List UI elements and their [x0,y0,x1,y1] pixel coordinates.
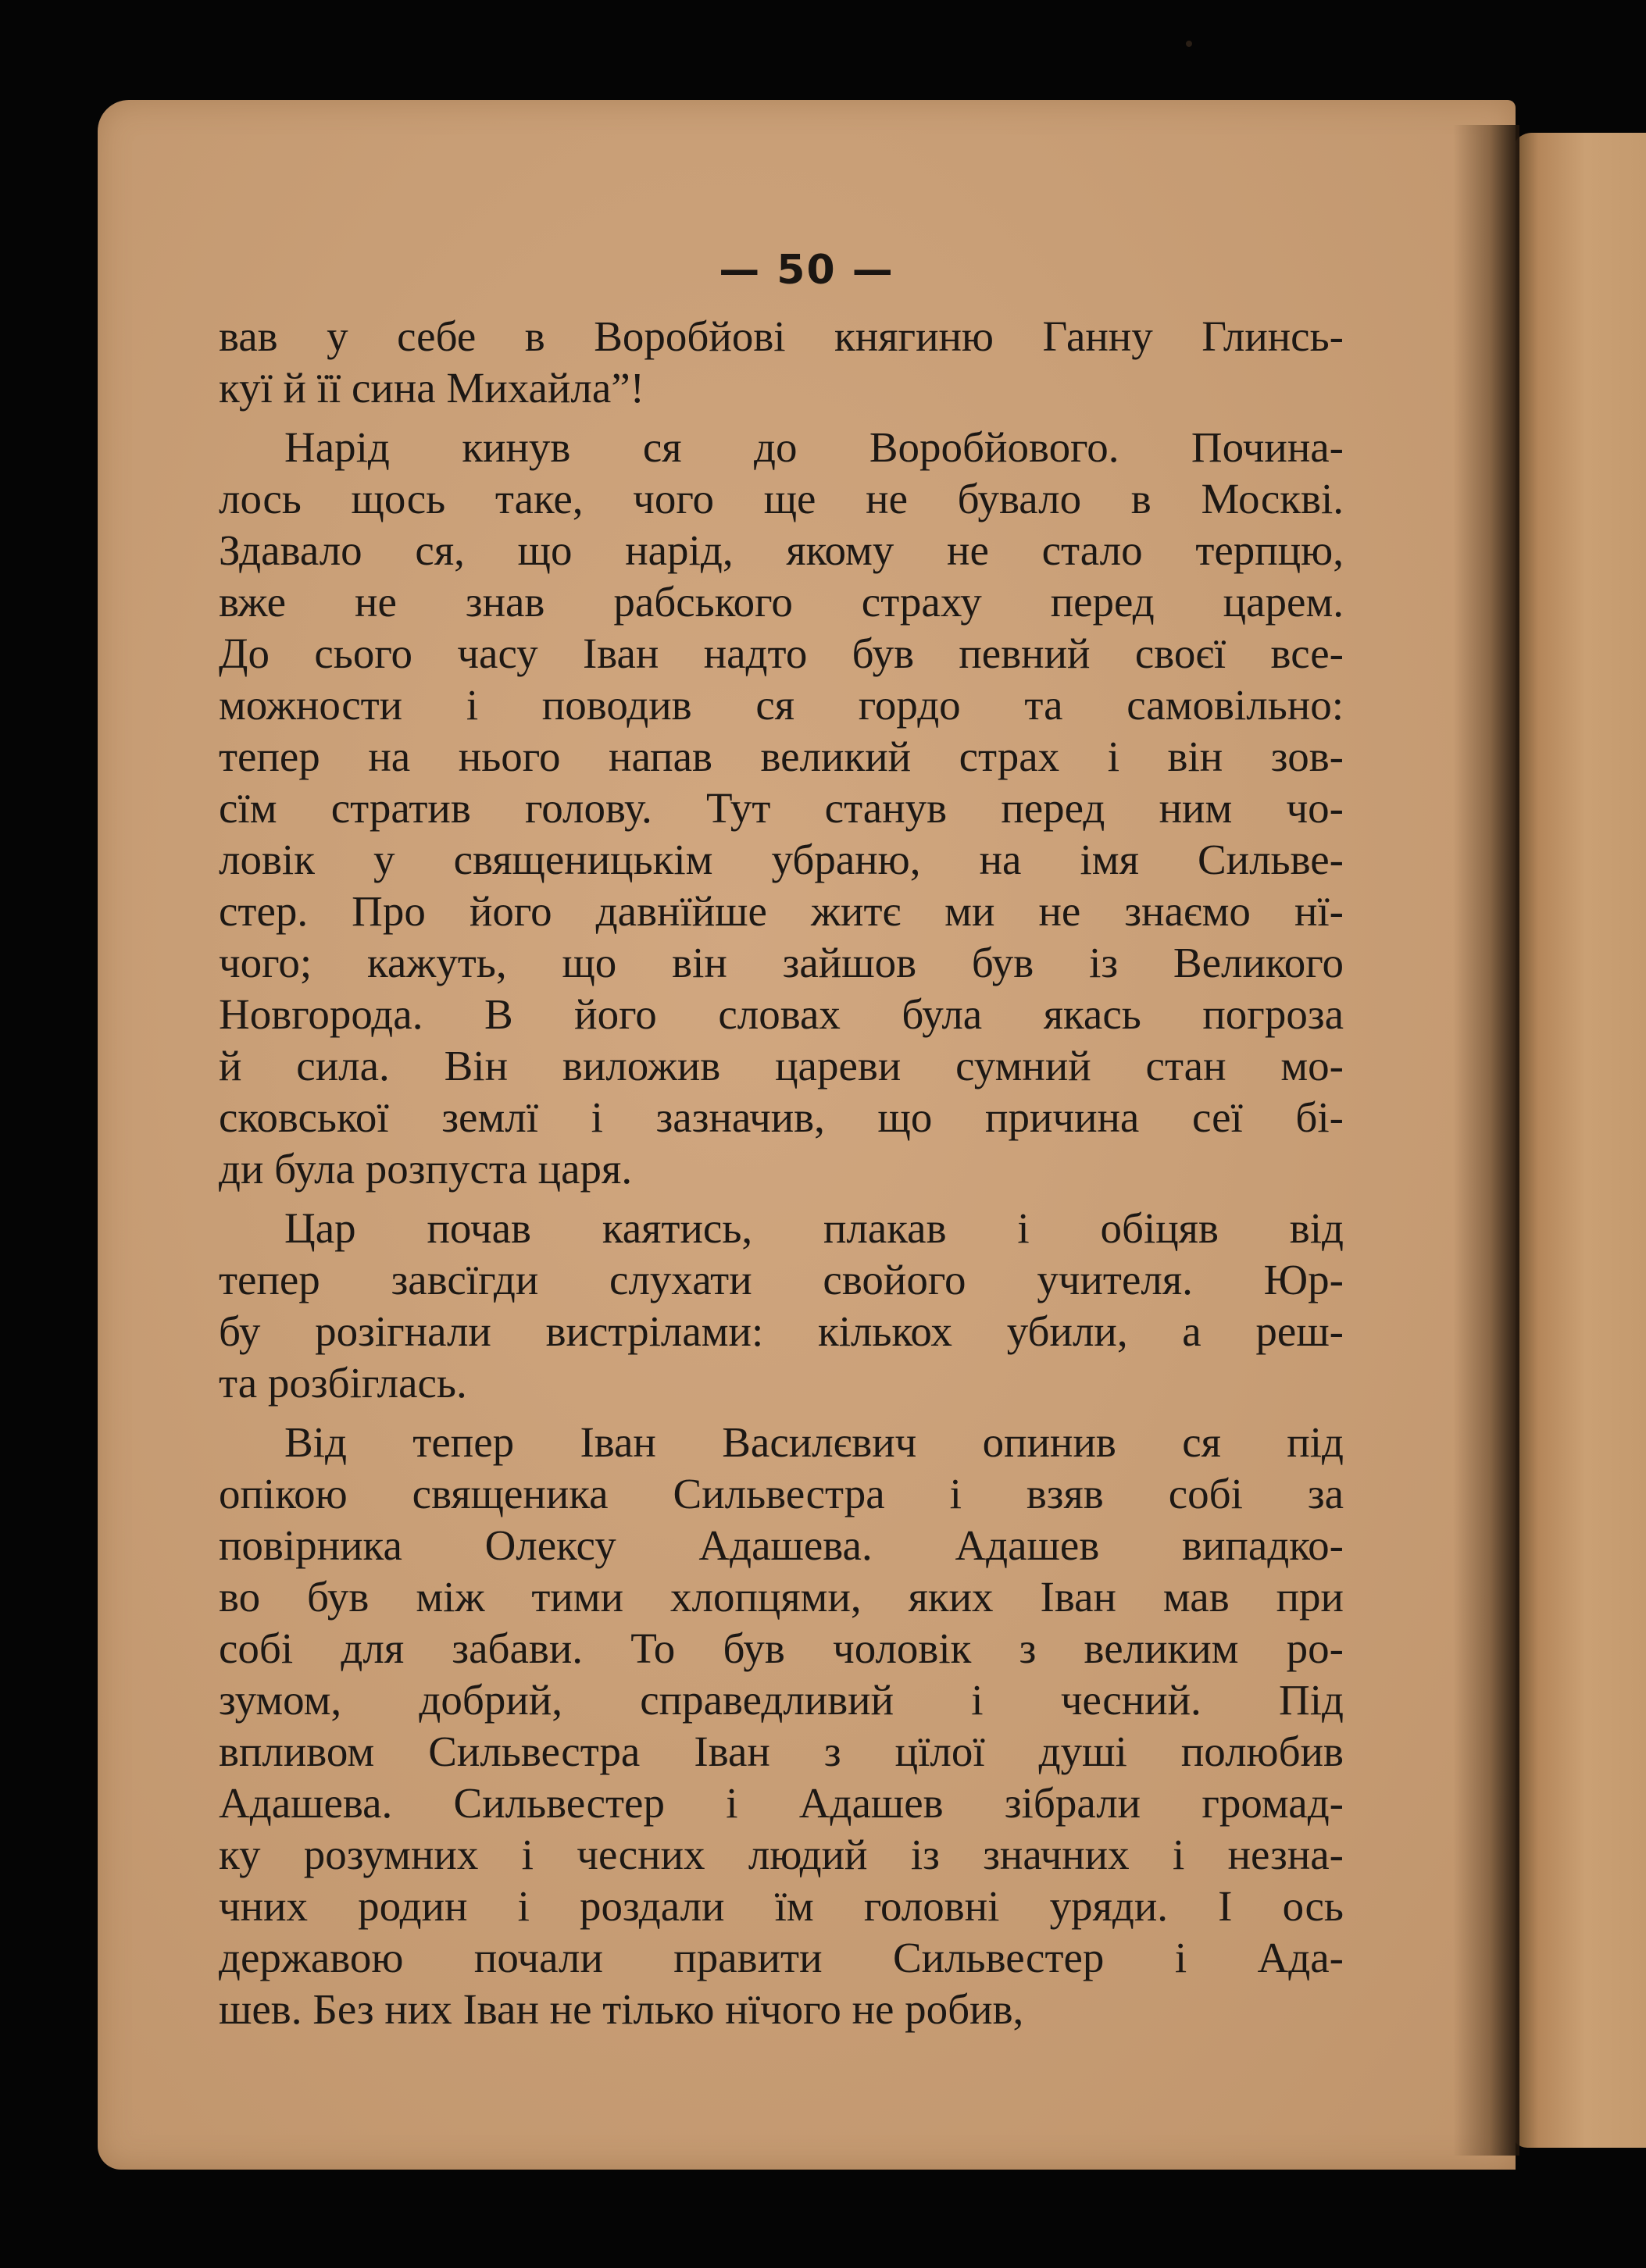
text-line: повірника Олексу Адашева. Адашев випадко- [219,1521,1344,1569]
text-line: ди була розпуста царя. [219,1145,633,1193]
paragraph [219,311,1344,414]
page-text [219,311,1344,2043]
text-line: тепер на нього напав великий страх і він зов- [219,733,1344,780]
text-line: Здавало ся, що нарід, якому не стало терпцю, [219,526,1344,574]
text-line: впливом Сильвестра Іван з цїлої душі полюбив [219,1728,1344,1775]
text-line: сковської землї і зазначив, що причина сеї бі- [219,1093,1344,1141]
text-line: куї й її сина Михайла”! [219,364,644,412]
text-line: чних родин і роздали їм головні уряди. І ось [219,1882,1344,1930]
text-line: тепер завсїгди слухати свойого учителя. Юр- [219,1256,1344,1303]
text-line: собі для забави. То був чоловік з великим ро- [219,1624,1344,1672]
text-line: Нарід кинув ся до Воробйового. Почина- [284,423,1344,471]
text-line: й сила. Він виложив цареви сумний стан мо- [219,1042,1344,1089]
text-line: Цар почав каятись, плакав і обіцяв від [284,1204,1344,1252]
text-line: ловік у священицькім убраню, на імя Сильве- [219,836,1344,883]
text-line: ку розумних і чесних людий із значних і незна- [219,1831,1344,1878]
text-line: Від тепер Іван Василєвич опинив ся під [284,1418,1344,1466]
text-line: во був між тими хлопцями, яких Іван мав при [219,1573,1344,1621]
text-line: зумом, добрий, справедливий і чесний. Під [219,1676,1344,1724]
paragraph [219,1417,1344,2035]
paragraph [219,1203,1344,1409]
text-line: опікою священика Сильвестра і взяв собі за [219,1470,1344,1517]
next-page-edge [1512,133,1646,2148]
text-line: вав у себе в Воробйові княгиню Ганну Глинсь- [219,312,1344,360]
text-line: та розбіглась. [219,1359,467,1407]
text-line: Новгорода. В його словах була якась погроза [219,990,1344,1038]
text-line: можности і поводив ся гордо та самовільно: [219,681,1344,729]
text-line: вже не знав рабського страху перед царем. [219,578,1344,626]
text-line: стер. Про його давнїйше житє ми не знаємо нї- [219,887,1344,935]
paragraph [219,422,1344,1195]
text-line: сїм стратив голову. Тут станув перед ним чо- [219,784,1344,832]
text-line: лось щось таке, чого ще не бувало в Москві. [219,475,1344,522]
text-line: бу розігнали вистрілами: кількох убили, а реш- [219,1307,1344,1355]
book-gutter-shadow [1453,125,1519,2156]
text-line: державою почали правити Сильвестер і Ада- [219,1934,1344,1981]
text-line: чого; кажуть, що він зайшов був із Великого [219,939,1344,986]
text-line: До сього часу Іван надто був певний своєї все- [219,629,1344,677]
page-number: — 50 — [719,247,894,294]
text-line: Адашева. Сильвестер і Адашев зібрали громад- [219,1779,1344,1827]
text-line: шев. Без них Іван не тілько нїчого не робив, [219,1985,1024,2033]
dust-speck [1186,41,1192,47]
